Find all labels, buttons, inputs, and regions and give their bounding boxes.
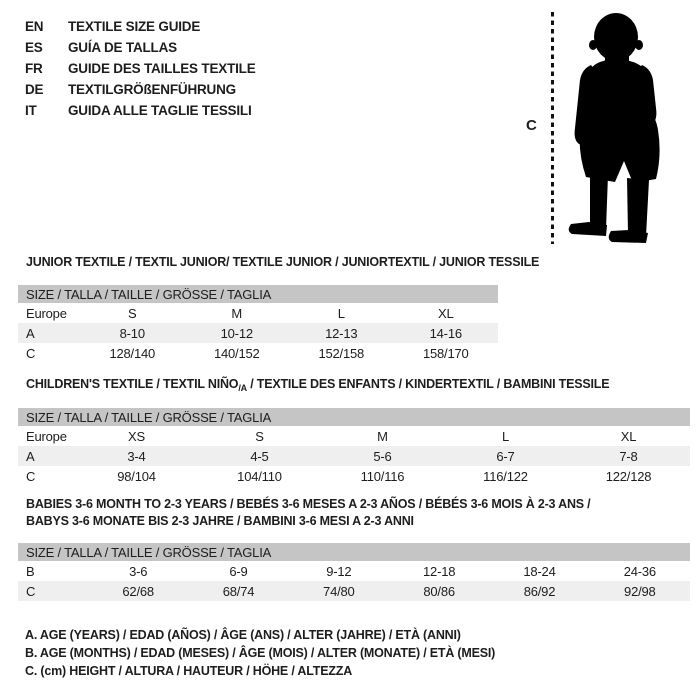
table-row-europe [18,303,498,323]
junior-size-table [18,285,498,363]
size-header-bar: SIZE / TALLA / TAILLE / GRÖSSE / TAGLIA [18,543,690,561]
height-cell: 74/80 [289,581,389,601]
table-row-age [18,323,498,343]
junior-table-title: JUNIOR TEXTILE / TEXTIL JUNIOR/ TEXTILE JUNIOR / JUNIORTEXTIL / JUNIOR TESSILE [26,255,540,269]
size-cell: L [337,305,345,321]
age-cell: 6-9 [229,563,248,579]
size-header-bar: SIZE / TALLA / TAILLE / GRÖSSE / TAGLIA [18,408,690,426]
height-cell: 116/122 [483,468,528,484]
title-text: CHILDREN'S TEXTILE / TEXTIL NIÑO [26,377,239,391]
row-label: Europe [26,428,67,444]
size-cell: L [501,428,510,444]
height-cell: 92/98 [590,581,690,601]
age-cell: 12-18 [423,563,456,579]
lang-title: GUIDE DES TAILLES TEXTILE [68,61,256,76]
age-cell: 8-10 [80,323,185,343]
height-cell: 104/110 [237,468,282,484]
age-cell: 3-4 [75,446,198,466]
lang-row-de [25,79,256,100]
age-cell: 7-8 [567,446,690,466]
lang-title: GUÍA DE TALLAS [68,40,177,55]
legend-age-months: B. AGE (MONTHS) / EDAD (MESES) / ÂGE (MOIS) / ALTER (MONATE) / ETÀ (MESI) [25,646,496,660]
lang-row-it [25,100,256,121]
height-measure-label: C [526,117,537,134]
babies-title-line2: BABYS 3-6 MONATE BIS 2-3 JAHRE / BAMBINI 3-6 MESI A 2-3 ANNI [26,514,414,528]
height-cell: 86/92 [489,581,589,601]
height-cell: 68/74 [188,581,288,601]
row-label: C [26,468,36,484]
babies-title-line1: BABIES 3-6 MONTH TO 2-3 YEARS / BEBÉS 3-6 MESES A 2-3 AÑOS / BÉBÉS 3-6 MOIS À 2-3 ANS / [26,497,591,511]
height-cell: 62/68 [88,581,188,601]
size-cell: XL [620,428,637,444]
age-cell: 24-36 [623,563,656,579]
size-cell: XS [128,428,145,444]
babies-size-table [18,543,690,601]
size-cell: M [377,428,388,444]
height-measure-dashed-line [551,12,554,244]
lang-code: FR [25,61,43,76]
table-row-height [18,581,690,601]
measurement-legend [25,628,495,682]
language-title-list [25,16,256,121]
childrens-size-table [18,408,690,486]
toddler-silhouette-image [567,12,663,244]
lang-title: TEXTILGRÖßENFÜHRUNG [68,82,236,97]
row-label: A [18,446,75,466]
age-cell: 6-7 [444,446,567,466]
lang-code: IT [25,103,37,118]
height-cell: 98/104 [117,468,156,484]
lang-code: DE [25,82,44,97]
lang-row-es [25,37,256,58]
row-label: B [26,563,35,579]
size-cell: XL [437,305,454,321]
junior-textile-section [18,255,539,363]
babies-textile-section [18,496,690,601]
childrens-textile-section [18,377,690,486]
babies-table-title [18,496,690,530]
height-cell: 122/128 [605,468,652,484]
lang-row-fr [25,58,256,79]
row-label: C [26,345,36,361]
row-label: Europe [26,305,67,321]
lang-code: EN [25,19,44,34]
row-label: A [18,323,80,343]
size-cell: S [255,428,264,444]
table-row-age [18,446,690,466]
height-cell: 110/116 [360,468,405,484]
height-cell: 158/170 [422,345,469,361]
lang-code: ES [25,40,43,55]
height-cell: 140/152 [213,345,260,361]
row-label: C [18,581,88,601]
childrens-table-title [18,377,690,396]
legend-age-years: A. AGE (YEARS) / EDAD (AÑOS) / ÂGE (ANS) / ALTER (JAHRE) / ETÀ (ANNI) [25,628,461,642]
age-cell: 3-6 [129,563,148,579]
table-row-europe [18,426,690,446]
table-row-height [18,343,498,363]
age-cell: 10-12 [185,323,290,343]
height-cell: 80/86 [389,581,489,601]
age-cell: 14-16 [394,323,499,343]
height-cell: 152/158 [318,345,365,361]
age-cell: 12-13 [289,323,394,343]
title-subscript: /A [238,383,247,393]
age-cell: 4-5 [198,446,321,466]
lang-row-en [25,16,256,37]
age-cell: 5-6 [321,446,444,466]
size-cell: S [128,305,137,321]
height-cell: 128/140 [109,345,156,361]
lang-title: GUIDA ALLE TAGLIE TESSILI [68,103,252,118]
legend-height-cm: C. (cm) HEIGHT / ALTURA / HAUTEUR / HÖHE / ALTEZZA [25,664,353,678]
table-row-age-months [18,561,690,581]
size-header-bar: SIZE / TALLA / TAILLE / GRÖSSE / TAGLIA [18,285,498,303]
age-cell: 18-24 [523,563,556,579]
lang-title: TEXTILE SIZE GUIDE [68,19,201,34]
title-text: / TEXTILE DES ENFANTS / KINDERTEXTIL / BAMBINI TESSILE [246,377,610,391]
age-cell: 9-12 [326,563,352,579]
table-row-height [18,466,690,486]
size-cell: M [231,305,243,321]
